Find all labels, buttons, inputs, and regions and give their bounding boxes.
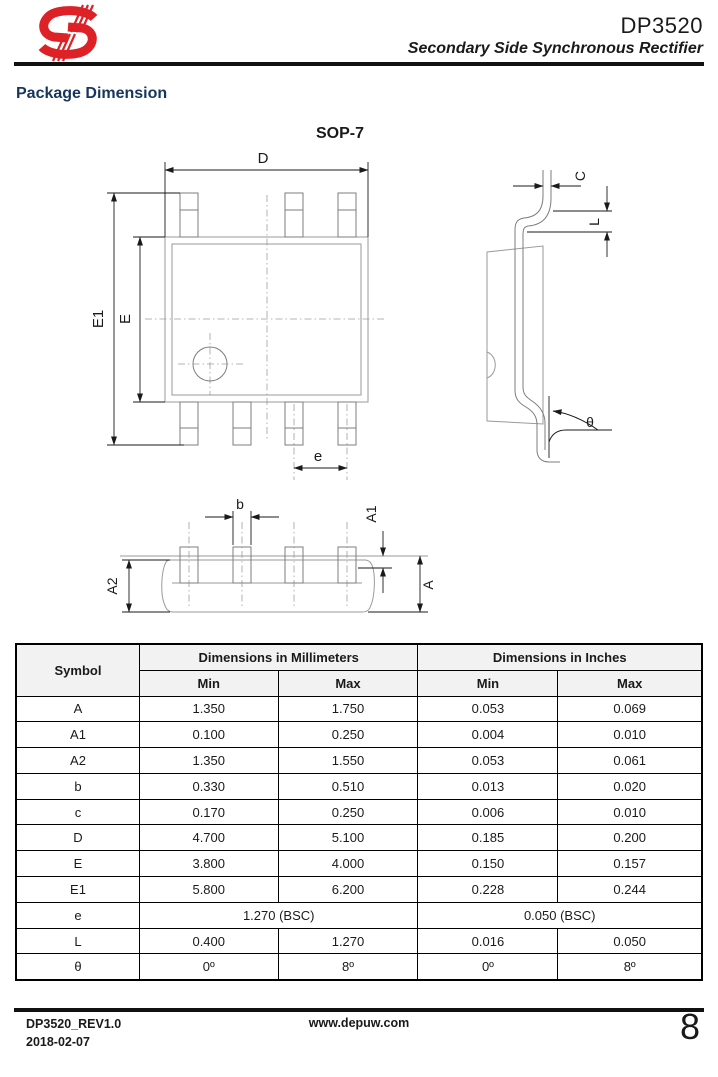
- table-row: A 1.350 1.750 0.053 0.069: [16, 696, 702, 722]
- table-row: A2 1.350 1.550 0.053 0.061: [16, 748, 702, 774]
- table-row: θ 0º 8º 0º 8º: [16, 954, 702, 980]
- top-view: [90, 150, 385, 480]
- dim-label-A: A: [420, 580, 436, 590]
- col-group-mm: Dimensions in Millimeters: [139, 644, 418, 670]
- doc-subtitle: Secondary Side Synchronous Rectifier: [407, 40, 703, 57]
- col-group-inches: Dimensions in Inches: [418, 644, 702, 670]
- package-drawing: [0, 108, 718, 643]
- table-row: L 0.400 1.270 0.016 0.050: [16, 928, 702, 954]
- doc-revision: DP3520_REV1.0: [26, 1017, 122, 1031]
- website-text: www.depuw.com: [308, 1016, 410, 1030]
- doc-date: 2018-02-07: [26, 1034, 90, 1049]
- doc-title: DP3520: [620, 13, 703, 38]
- section-heading: Package Dimension: [16, 85, 168, 102]
- col-header-symbol: Symbol: [16, 644, 139, 696]
- table-row-e-bsc: e 1.270 (BSC) 0.050 (BSC): [16, 902, 702, 928]
- dimensions-table: [15, 643, 703, 981]
- dim-label-b: b: [236, 496, 244, 512]
- table-row: b 0.330 0.510 0.013 0.020: [16, 773, 702, 799]
- header-rule: [14, 62, 704, 66]
- table-row: D 4.700 5.100 0.185 0.200: [16, 825, 702, 851]
- col-header-in-max: Max: [558, 670, 702, 696]
- dim-label-C: C: [572, 170, 588, 182]
- col-header-mm-min: Min: [139, 670, 278, 696]
- col-header-in-min: Min: [418, 670, 558, 696]
- package-name: SOP-7: [315, 125, 365, 142]
- table-row: E1 5.800 6.200 0.228 0.244: [16, 877, 702, 903]
- table-row: c 0.170 0.250 0.006 0.010: [16, 799, 702, 825]
- dim-label-A2: A2: [104, 577, 120, 595]
- top-pins: [180, 193, 356, 237]
- dim-label-A1: A1: [363, 505, 379, 523]
- table-row: A1 0.100 0.250 0.004 0.010: [16, 722, 702, 748]
- dim-label-e: e: [313, 448, 323, 465]
- dim-label-E1: E1: [90, 309, 107, 329]
- page-number: 8: [679, 1006, 700, 1047]
- dim-label-theta: θ: [586, 414, 594, 430]
- dim-label-L: L: [586, 218, 602, 226]
- front-view: [104, 496, 436, 612]
- brand-logo: [28, 4, 108, 62]
- dim-label-D: D: [257, 150, 269, 167]
- table-row: E 3.800 4.000 0.150 0.157: [16, 851, 702, 877]
- dim-label-E: E: [117, 313, 134, 325]
- bottom-pins: [180, 402, 356, 445]
- footer-rule: [14, 1008, 704, 1012]
- col-header-mm-max: Max: [278, 670, 418, 696]
- side-view: [487, 170, 612, 462]
